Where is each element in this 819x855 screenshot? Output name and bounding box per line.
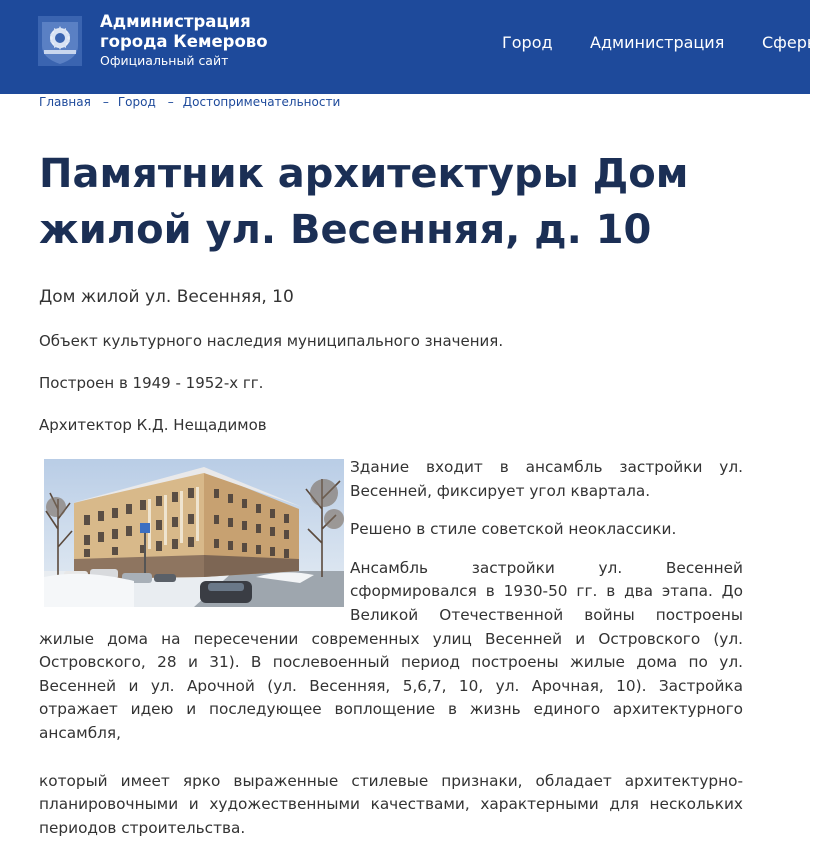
site-subtitle: Официальный сайт — [100, 53, 229, 68]
page-subtitle: Дом жилой ул. Весенняя, 10 — [39, 287, 294, 307]
city-emblem-logo[interactable] — [38, 16, 82, 66]
article-paragraph: Решено в стиле советской неоклассики. — [350, 520, 677, 539]
article-body — [39, 456, 743, 855]
nav-item-city[interactable]: Город — [502, 33, 553, 52]
article-paragraph: Здание входит в ансамбль застройки ул. Весенней, фиксирует угол квартала. — [350, 458, 743, 500]
breadcrumb-separator: – — [102, 95, 109, 109]
building-photo-image — [44, 459, 344, 607]
built-years-text: Построен в 1949 - 1952-х гг. — [39, 374, 264, 392]
article-paragraph: который имеет ярко выраженные стилевые признаки, обладает архитектурно-планировочными и художественными качествами, характерными для нескольких периодов строительства. — [39, 771, 743, 837]
city-emblem-icon — [38, 16, 82, 66]
breadcrumb-home[interactable]: Главная — [39, 95, 91, 109]
breadcrumb-separator: – — [167, 95, 174, 109]
site-title[interactable]: Администрация города Кемерово — [100, 12, 268, 51]
page-title: Памятник архитектуры Дом жилой ул. Весенняя, д. 10 — [39, 151, 689, 253]
site-header — [0, 0, 819, 94]
nav-item-spheres[interactable]: Сферы — [762, 33, 819, 52]
heritage-status-text: Объект культурного наследия муниципального значения. — [39, 332, 504, 350]
building-photo — [44, 459, 344, 607]
article-paragraph: Ансамбль застройки ул. Весенней сформировался в 1930-50 гг. в два этапа. До Великой Отечественной войны построены жилые дома на пересечении современных улиц Весенней и Островского (ул. Островского, 28 и 31). В послевоенный период построены жилые дома по ул. Весенней и ул. Арочной (ул. Весенняя, 5,6,7, 10, ул. Арочная, 10). Застройка отражает идею и последующее воплощение в жизнь единого архитектурного ансамбля, — [39, 558, 743, 742]
breadcrumb — [39, 95, 340, 109]
architect-text: Архитектор К.Д. Нещадимов — [39, 416, 267, 434]
breadcrumb-sights[interactable]: Достопримечательности — [182, 95, 341, 109]
nav-item-administration[interactable]: Администрация — [590, 33, 725, 52]
breadcrumb-city[interactable]: Город — [117, 95, 156, 109]
